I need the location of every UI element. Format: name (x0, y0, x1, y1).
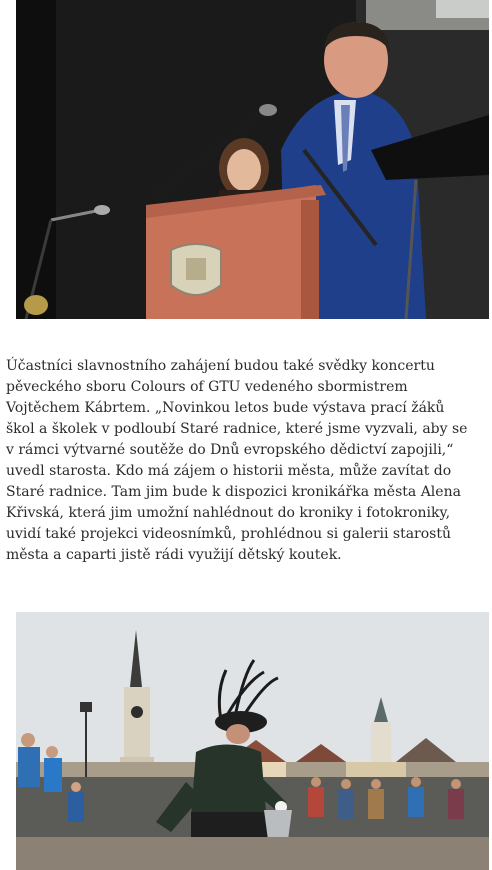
paragraph-line: Účastníci slavnostního zahájení budou také svědky koncertu (6, 358, 435, 374)
paragraph-line: města a caparti jistě rádi využijí dětský koutek. (6, 547, 342, 563)
paragraph-line: pěveckého sboru Colours of GTU vedeného sbormistrem (6, 379, 408, 395)
photo-town-square-performer (16, 612, 489, 870)
paragraph-line: uvedl starosta. Kdo má zájem o historii města, může zavítat do (6, 463, 452, 479)
town-square-photo-graphic (16, 612, 489, 870)
paragraph-line: Staré radnice. Tam jim bude k dispozici kronikářka města Alena (6, 484, 461, 500)
paragraph-line: uvidí také projekci videosnímků, prohlédnou si galerii starostů (6, 526, 451, 542)
article-paragraph (6, 356, 488, 566)
photo-speaker-at-podium (16, 0, 489, 319)
speaker-photo-graphic (16, 0, 489, 319)
paragraph-line: v rámci výtvarné soutěže do Dnů evropského dědictví zapojili,“ (6, 442, 454, 458)
paragraph-line: Vojtěchem Kábrtem. „Novinkou letos bude výstava prací žáků (6, 400, 445, 416)
paragraph-line: Křivská, která jim umožní nahlédnout do kroniky i fotokroniky, (6, 505, 451, 521)
paragraph-line: škol a školek v podloubí Staré radnice, které jsme vyzvali, aby se (6, 421, 468, 437)
